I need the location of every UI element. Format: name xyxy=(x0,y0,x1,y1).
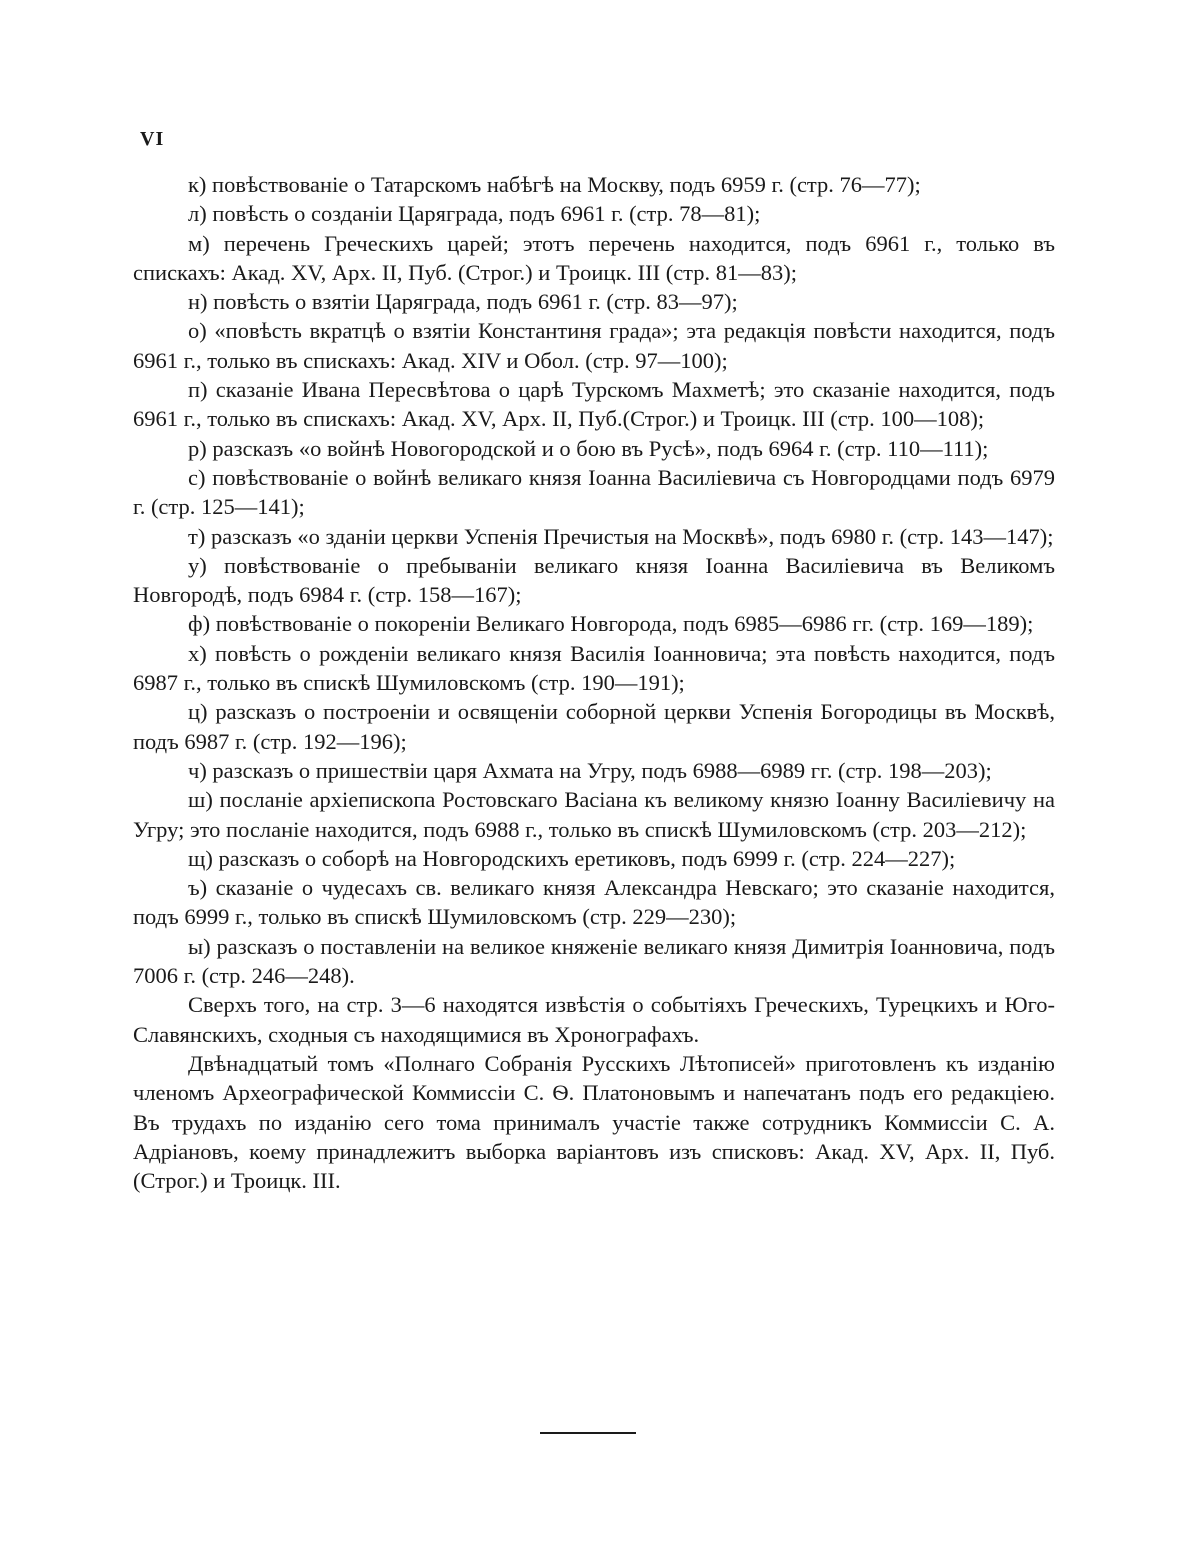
page-number: VI xyxy=(140,128,165,150)
list-item-m: м) перечень Греческихъ царей; этотъ перечень находится, подъ 6961 г., только въ спискахъ: Акад. XV, Арх. II, Пуб. (Строг.) и Троицк. III (стр. 81—83); xyxy=(133,230,1055,285)
list-item-l: л) повѣсть о созданіи Царяграда, подъ 6961 г. (стр. 78—81); xyxy=(188,201,761,227)
list-item-p: п) сказаніе Ивана Пересвѣтова о царѣ Турскомъ Махметѣ; это сказаніе находится, подъ 6961 г., только въ спискахъ: Акад. XV, Арх. II, Пуб.(Строг.) и Троицк. III (стр. 100—108); xyxy=(133,377,1055,432)
list-item-u: у) повѣствованіе о пребываніи великаго князя Іоанна Василіевича въ Великомъ Новгородѣ, подъ 6984 г. (стр. 158—167); xyxy=(133,552,1055,608)
list-item-y: ы) разсказъ о поставленіи на великое княженіе великаго князя Димитрія Іоанновича, подъ 7006 г. (стр. 246—248). xyxy=(133,933,1055,989)
paragraph-volume-note: Двѣнадцатый томъ «Полнаго Собранія Русскихъ Лѣтописей» приготовленъ къ изданію членомъ Археографической Коммиссіи С. Ѳ. Платоновымъ и напечатанъ подъ его редакціею. Въ трудахъ по изданію сего тома принималъ участіе также сотрудникъ Коммиссіи С. А. Адріановъ, коему принадлежитъ выборка варіантовъ изъ списковъ: Акад. XV, Арх. II, Пуб.(Строг.) и Троицк. III. xyxy=(133,1050,1055,1194)
list-item-s: с) повѣствованіе о войнѣ великаго князя Іоанна Василіевича съ Новгородцами подъ 6979 г. (стр. 125—141); xyxy=(133,464,1055,520)
list-item-o: о) «повѣсть вкратцѣ о взятіи Константиня града»; эта редакція повѣсти находится, подъ 6961 г., только въ спискахъ: Акад. XIV и Обол. (стр. 97—100); xyxy=(133,318,1055,373)
list-item-r: р) разсказъ «о войнѣ Новогородской и о бою въ Русѣ», подъ 6964 г. (стр. 110—111); xyxy=(188,435,989,461)
paragraph-additional-news: Сверхъ того, на стр. 3—6 находятся извѣстія о событіяхъ Греческихъ, Турецкихъ и Юго-Славянскихъ, сходныя съ находящимися въ Хронографахъ. xyxy=(133,992,1055,1047)
body-text xyxy=(133,170,1055,1195)
list-item-t: т) разсказъ «о зданіи церкви Успенія Пречистыя на Москвѣ», подъ 6980 г. (стр. 143—147); xyxy=(188,523,1054,549)
list-item-shch: щ) разсказъ о соборѣ на Новгородскихъ еретиковъ, подъ 6999 г. (стр. 224—227); xyxy=(188,845,956,871)
list-item-k: к) повѣствованіе о Татарскомъ набѣгѣ на Москву, подъ 6959 г. (стр. 76—77); xyxy=(188,172,921,197)
list-item-f: ф) повѣствованіе о покореніи Великаго Новгорода, подъ 6985—6986 гг. (стр. 169—189); xyxy=(188,611,1034,637)
end-rule xyxy=(540,1432,636,1434)
list-item-hard-sign: ъ) сказаніе о чудесахъ св. великаго князя Александра Невскаго; это сказаніе находится, подъ 6999 г., только въ спискѣ Шумиловскомъ (стр. 229—230); xyxy=(133,875,1055,930)
list-item-kh: х) повѣсть о рожденіи великаго князя Василія Іоанновича; эта повѣсть находится, подъ 6987 г., только въ спискѣ Шумиловскомъ (стр. 190—191); xyxy=(133,640,1055,696)
list-item-ch: ч) разсказъ о пришествіи царя Ахмата на Угру, подъ 6988—6989 гг. (стр. 198—203); xyxy=(188,757,992,783)
list-item-sh: ш) посланіе архіепископа Ростовскаго Васіана къ великому князю Іоанну Василіевичу на Угру; это посланіе находится, подъ 6988 г., только въ спискѣ Шумиловскомъ (стр. 203—212); xyxy=(133,787,1055,842)
list-item-n: н) повѣсть о взятіи Царяграда, подъ 6961 г. (стр. 83—97); xyxy=(188,289,738,315)
list-item-ts: ц) разсказъ о построеніи и освященіи соборной церкви Успенія Богородицы въ Москвѣ, подъ 6987 г. (стр. 192—196); xyxy=(133,699,1055,754)
